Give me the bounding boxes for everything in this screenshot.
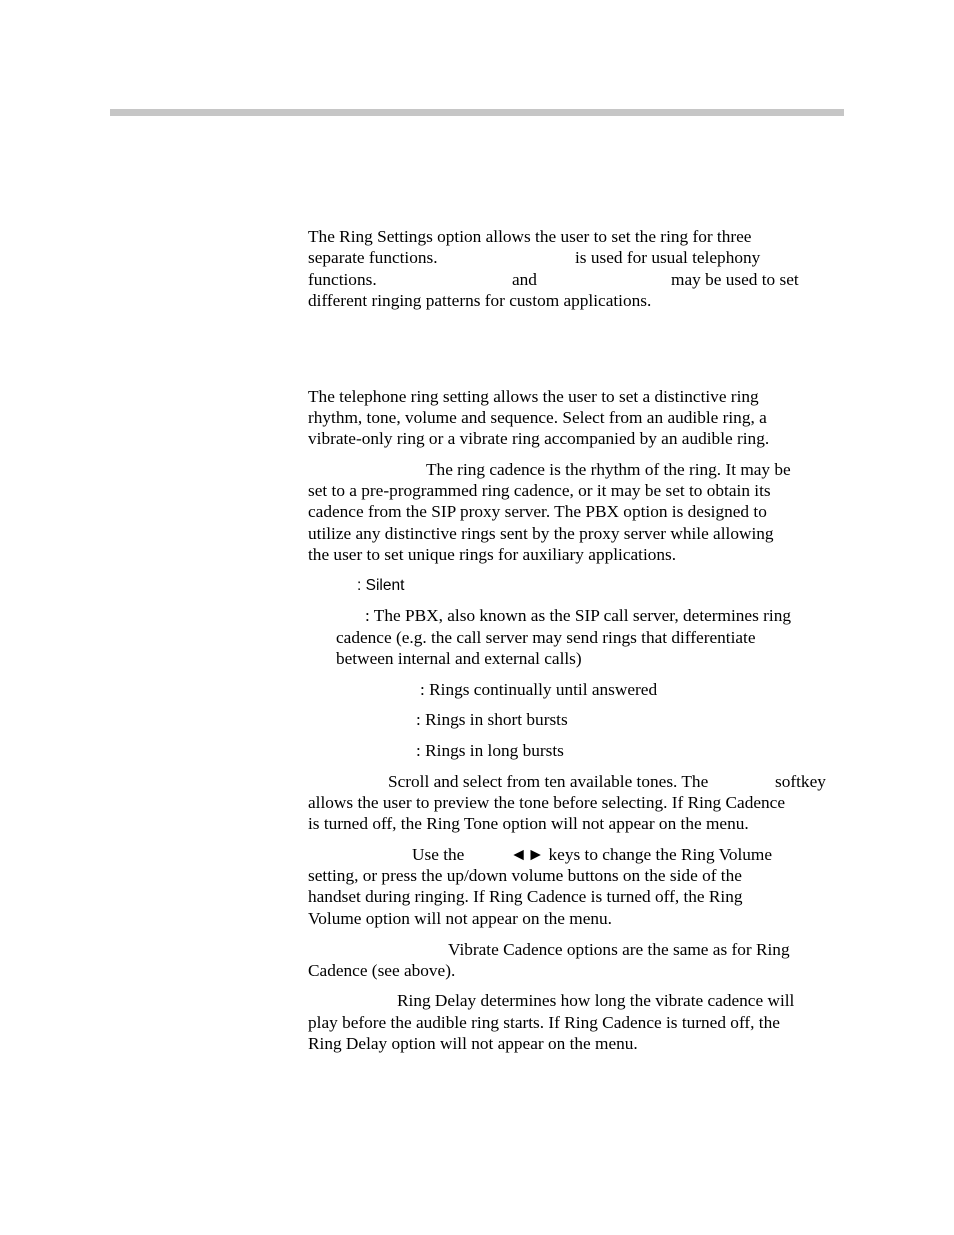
text-line: Cadence (see above). [308,961,456,980]
text-line: is turned off, the Ring Tone option will not appear on the menu. [308,814,749,833]
text-line: cadence (e.g. the call server may send rings that differentiate [336,628,756,647]
header-rule [110,109,844,116]
text-line: : Silent [357,577,405,594]
text-line: The ring cadence is the rhythm of the ring. It may be [426,460,791,479]
text-line: cadence from the SIP proxy server. The PBX option is designed to [308,502,767,521]
text-line: is used for usual telephony [575,248,761,267]
text-line: setting, or press the up/down volume buttons on the side of the [308,866,742,885]
text-line: separate functions. [308,248,438,267]
text-line: handset during ringing. If Ring Cadence is turned off, the Ring [308,887,743,906]
text-line: allows the user to preview the tone before selecting. If Ring Cadence [308,793,785,812]
text-line: ◄► keys to change the Ring Volume [510,845,773,864]
text-line: Scroll and select from ten available tones. The [388,772,709,791]
text-line: : Rings continually until answered [420,680,658,699]
text-line: Use the [412,845,465,864]
text-line: Vibrate Cadence options are the same as for Ring [448,940,790,959]
text-line: : Rings in short bursts [416,710,568,729]
text-line: Ring Delay determines how long the vibrate cadence will [397,991,795,1010]
text-line: : Rings in long bursts [416,741,564,760]
text-line: Ring Delay option will not appear on the menu. [308,1034,638,1053]
text-line: set to a pre-programmed ring cadence, or it may be set to obtain its [308,481,771,500]
text-line: vibrate-only ring or a vibrate ring accompanied by an audible ring. [308,429,770,448]
text-line: rhythm, tone, volume and sequence. Select from an audible ring, a [308,408,767,427]
text-line: functions. [308,270,377,289]
text-line: play before the audible ring starts. If Ring Cadence is turned off, the [308,1013,780,1032]
text-line: and [512,270,537,289]
text-line: different ringing patterns for custom applications. [308,291,652,310]
text-line: utilize any distinctive rings sent by the proxy server while allowing [308,524,774,543]
text-line: the user to set unique rings for auxiliary applications. [308,545,677,564]
text-line: softkey [775,772,826,791]
text-line: : The PBX, also known as the SIP call server, determines ring [365,606,791,625]
text-line: The telephone ring setting allows the user to set a distinctive ring [308,387,759,406]
text-line: The Ring Settings option allows the user to set the ring for three [308,227,752,246]
text-line: Volume option will not appear on the menu. [308,909,612,928]
text-line: between internal and external calls) [336,649,582,668]
text-line: may be used to set [671,270,799,289]
